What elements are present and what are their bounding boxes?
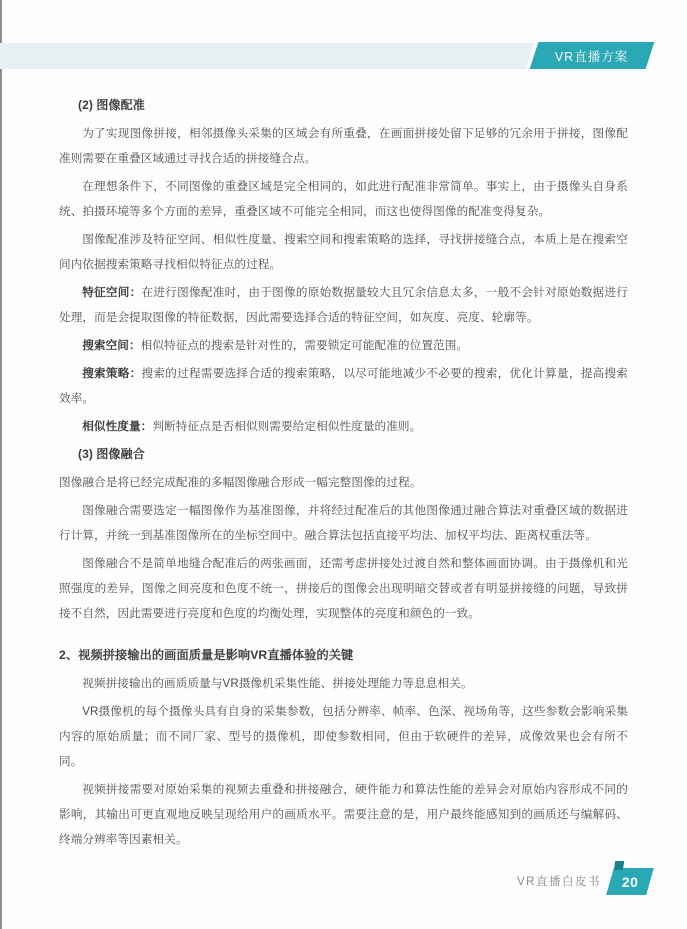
paragraph	[59, 227, 628, 277]
paragraph	[59, 777, 628, 852]
header-tab	[530, 42, 655, 69]
term-label: 相似性度量：	[82, 420, 153, 433]
badge-flag-icon	[614, 861, 624, 870]
paragraph-text: 搜索的过程需要选择合适的搜索策略，以尽可能地减少不必要的搜索，优化计算量，提高搜索效率。	[59, 367, 628, 405]
paragraph-text: 图像融合是将已经完成配准的多幅图像融合形成一幅完整图像的过程。	[59, 476, 422, 489]
paragraph-text: 相似特征点的搜索是针对性的，需要锁定可能配准的位置范围。	[140, 339, 469, 352]
paragraph	[59, 498, 628, 548]
paragraph-text: 在理想条件下，不同图像的重叠区域是完全相同的，如此进行配准非常简单。事实上，由于摄像头自身系统、拍摄环境等多个方面的差异，重叠区域不可能完全相同，而这也使得图像的配准变得复杂。	[59, 180, 628, 218]
paragraph	[59, 333, 628, 358]
paragraph-text: 视频拼接需要对原始采集的视频去重叠和拼接融合，硬件能力和算法性能的差异会对原始内容形成不同的影响，其输出可更直观地反映呈现给用户的画质水平。需要注意的是，用户最终能感知到的画质还与编解码、终端分辨率等因素相关。	[59, 783, 628, 846]
subsection-heading: (2) 图像配准	[78, 98, 145, 112]
subsection-heading: (3) 图像融合	[78, 447, 145, 461]
page-number-badge	[606, 868, 654, 895]
paragraph-text: 图像融合不是简单地缝合配准后的两张画面，还需考虑拼接处过渡自然和整体画面协调。由于摄像机和光照强度的差异，图像之间亮度和色度不统一，拼接后的图像会出现明暗交替或者有明显拼接缝的问题，导致拼接不自然，因此需要进行亮度和色度的均衡处理，实现整体的亮度和颜色的一致。	[59, 557, 628, 620]
term-label: 搜索策略：	[82, 367, 142, 380]
paragraph-text: 为了实现图像拼接，相邻摄像头采集的区域会有所重叠，在画面拼接处留下足够的冗余用于拼接，图像配准则需要在重叠区域通过寻找合适的拼接缝合点。	[59, 127, 628, 165]
page-edge-line	[0, 0, 2, 929]
header-bar	[0, 43, 534, 69]
paragraph	[59, 174, 628, 224]
paragraph	[59, 361, 628, 411]
document-content	[59, 93, 628, 855]
paragraph-text: 判断特征点是否相似则需要给定相似性度量的准则。	[152, 420, 422, 433]
paragraph-text: VR摄像机的每个摄像头具有自身的采集参数，包括分辨率、帧率、色深、视场角等，这些参数会影响采集内容的原始质量；而不同厂家、型号的摄像机，即使参数相同，但由于软硬件的差异，成像效果也会有所不同。	[59, 705, 628, 768]
section-heading: 2、视频拼接输出的画面质量是影响VR直播体验的关键	[59, 648, 354, 662]
paragraph	[59, 121, 628, 171]
footer-book-title: VR直播白皮书	[517, 876, 601, 888]
paragraph	[59, 551, 628, 626]
term-label: 搜索空间：	[82, 339, 141, 352]
paragraph-text: 在进行图像配准时，由于图像的原始数据量较大且冗余信息太多，一般不会针对原始数据进行处理，而是会提取图像的特征数据，因此需要选择合适的特征空间，如灰度、亮度、轮廓等。	[59, 286, 628, 324]
paragraph	[59, 699, 628, 774]
term-label: 特征空间：	[82, 286, 142, 299]
paragraph	[59, 470, 628, 495]
paragraph	[59, 671, 628, 696]
header-tab-label: VR直播方案	[555, 49, 629, 64]
paragraph	[59, 280, 628, 330]
page-footer	[517, 867, 650, 895]
paragraph-text: 图像融合需要选定一幅图像作为基准图像，并将经过配准后的其他图像通过融合算法对重叠区域的数据进行计算，并统一到基准图像所在的坐标空间中。融合算法包括直接平均法、加权平均法、距离权重法等。	[59, 504, 628, 542]
paragraph-text: 图像配准涉及特征空间、相似性度量、搜索空间和搜索策略的选择，寻找拼接缝合点，本质上是在搜索空间内依据搜索策略寻找相似特征点的过程。	[59, 233, 628, 271]
header-band	[2, 43, 687, 69]
page-number: 20	[621, 873, 639, 889]
paragraph	[59, 414, 628, 439]
paragraph-text: 视频拼接输出的画质质量与VR摄像机采集性能、拼接处理能力等息息相关。	[82, 677, 473, 690]
